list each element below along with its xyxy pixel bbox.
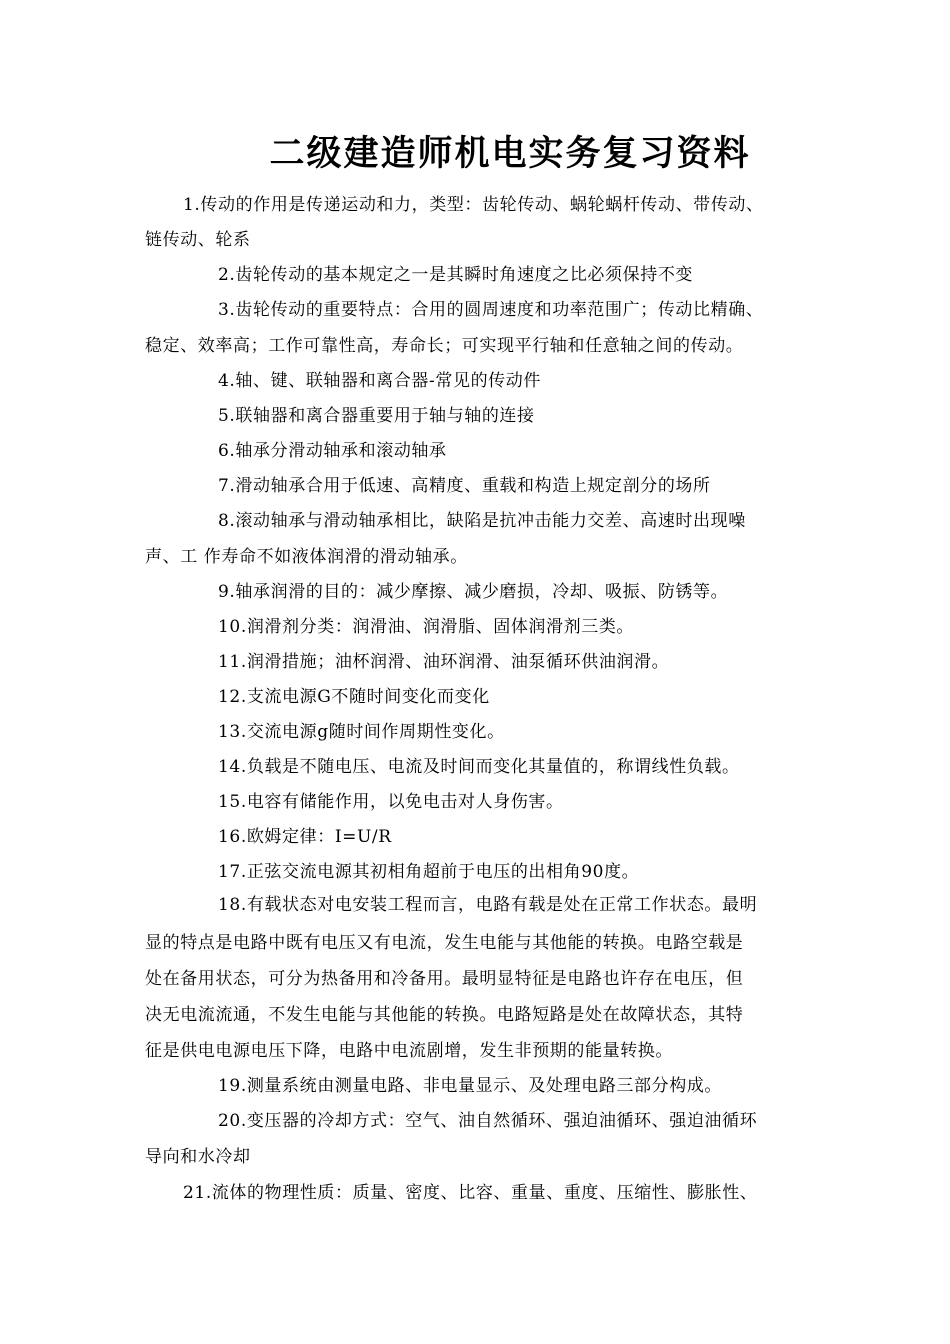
text-line: 10.润滑剂分类：润滑油、润滑脂、固体润滑剂三类。 xyxy=(218,617,635,637)
text-line: 7.滑动轴承合用于低速、高精度、重载和构造上规定剖分的场所 xyxy=(218,476,711,496)
text-line: 稳定、效率高；工作可靠性高，寿命长；可实现平行轴和任意轴之间的传动。 xyxy=(145,336,744,356)
text-line: 处在备用状态，可分为热备用和冷备用。最明显特征是电路也许存在电压，但 xyxy=(145,969,744,989)
text-line: 19.测量系统由测量电路、非电量显示、及处理电路三部分构成。 xyxy=(218,1076,723,1096)
text-line: 显的特点是电路中既有电压又有电流，发生电能与其他能的转换。电路空载是 xyxy=(145,933,744,953)
text-line: 声、工 作寿命不如液体润滑的滑动轴承。 xyxy=(145,547,468,567)
text-line: 4.轴、键、联轴器和离合器-常见的传动件 xyxy=(218,371,541,391)
text-line: 6.轴承分滑动轴承和滚动轴承 xyxy=(218,441,447,461)
text-line: 决无电流流通，不发生电能与其他能的转换。电路短路是处在故障状态，其特 xyxy=(145,1005,744,1025)
text-line: 20.变压器的冷却方式：空气、油自然循环、强迫油循环、强迫油循环 xyxy=(218,1111,758,1131)
text-line: 16.欧姆定律：I=U/R xyxy=(218,827,392,847)
text-line: 17.正弦交流电源其初相角超前于电压的出相角90度。 xyxy=(218,862,640,882)
text-line: 12.支流电源G不随时间变化而变化 xyxy=(218,687,490,707)
text-line: 18.有载状态对电安装工程而言，电路有载是处在正常工作状态。最明 xyxy=(218,895,758,915)
text-line: 1.传动的作用是传递运动和力，类型：齿轮传动、蜗轮蜗杆传动、带传动、 xyxy=(183,195,764,215)
text-line: 5.联轴器和离合器重要用于轴与轴的连接 xyxy=(218,406,535,426)
text-line: 2.齿轮传动的基本规定之一是其瞬时角速度之比必须保持不变 xyxy=(218,265,694,285)
text-line: 链传动、轮系 xyxy=(145,230,251,250)
text-line: 8.滚动轴承与滑动轴承相比，缺陷是抗冲击能力交差、高速时出现噪 xyxy=(218,511,746,531)
document-title: 二级建造师机电实务复习资料 xyxy=(269,134,751,174)
text-line: 15.电容有储能作用，以免电击对人身伤害。 xyxy=(218,792,564,812)
text-line: 14.负载是不随电压、电流及时间而变化其量值的，称谓线性负载。 xyxy=(218,757,740,777)
text-line: 征是供电电源电压下降，电路中电流剧增，发生非预期的能量转换。 xyxy=(145,1041,673,1061)
text-line: 3.齿轮传动的重要特点：合用的圆周速度和功率范围广；传动比精确、 xyxy=(218,300,764,320)
text-line: 9.轴承润滑的目的：减少摩擦、减少磨损，冷却、吸振、防锈等。 xyxy=(218,582,729,602)
text-line: 21.流体的物理性质：质量、密度、比容、重量、重度、压缩性、膨胀性、 xyxy=(183,1183,758,1203)
text-line: 13.交流电源g随时间作周期性变化。 xyxy=(218,722,505,742)
text-line: 11.润滑措施；油杯润滑、油环润滑、油泵循环供油润滑。 xyxy=(218,652,670,672)
text-line: 导向和水冷却 xyxy=(145,1147,251,1167)
